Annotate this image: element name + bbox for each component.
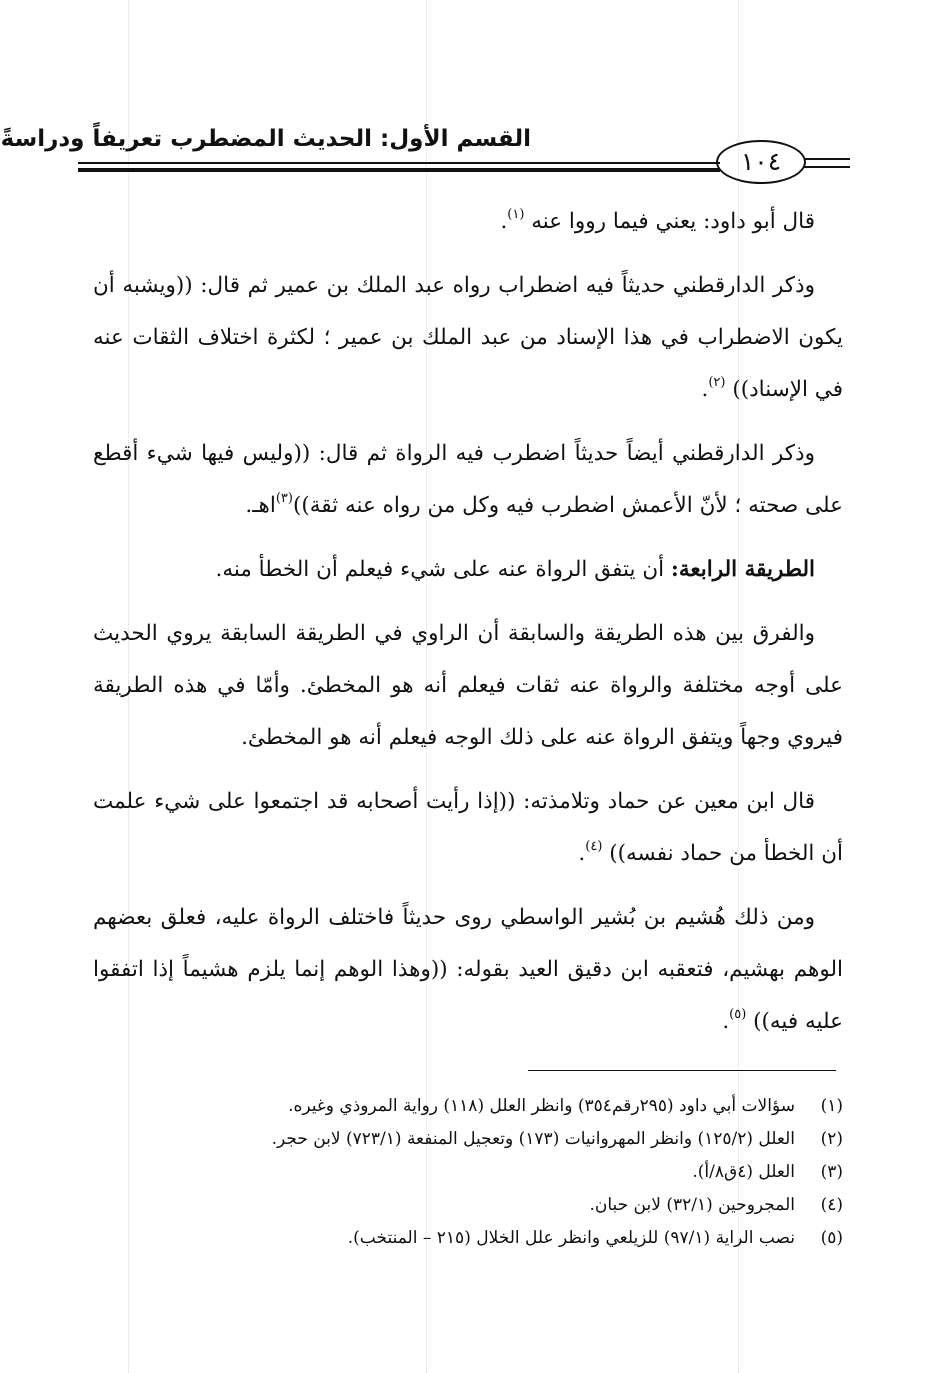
oval-tail-lower — [804, 166, 850, 168]
text-run: أن يتفق الرواة عنه على شيء فيعلم أن الخطأ منه. — [215, 557, 671, 582]
paragraph — [93, 608, 843, 764]
text-run: اهـ. — [245, 493, 276, 518]
header-rule-thin — [78, 162, 720, 164]
footnote-ref: (٢) — [708, 375, 726, 390]
page-number: ١٠٤ — [716, 140, 806, 184]
text-run: . — [578, 841, 586, 866]
footnote-text: سؤالات أبي داود (٢٩٥رقم٣٥٤) وانظر العلل (١١٨) رواية المروذي وغيره. — [288, 1096, 795, 1116]
footnote-ref: (٤) — [585, 839, 603, 854]
main-text — [93, 196, 843, 1060]
footnote-number: (٣) — [820, 1162, 843, 1182]
text-run: وذكر الدارقطني أيضاً حديثاً اضطرب فيه الرواة ثم قال: ((وليس فيها شيء أقطع على صحته ؛ لأنّ الأعمش اضطرب فيه وكل من رواه عنه ثقة)) — [93, 441, 843, 518]
text-run: . — [722, 1009, 730, 1034]
footnote-number: (٥) — [820, 1228, 843, 1248]
paragraph — [93, 544, 843, 596]
footnote-separator — [528, 1070, 836, 1071]
paragraph — [93, 260, 843, 416]
paragraph — [93, 428, 843, 532]
header-rule-thick — [78, 168, 720, 172]
footnote-text: العلل (٤ق٨/أ). — [692, 1162, 795, 1182]
paragraph — [93, 196, 843, 248]
footnotes — [93, 1090, 843, 1255]
footnote-ref: (١) — [507, 207, 525, 222]
text-run: قال ابن معين عن حماد وتلامذته: ((إذا رأيت أصحابه قد اجتمعوا على شيء علمت أن الخطأ من حماد نفسه)) — [93, 789, 843, 866]
text-run: ومن ذلك هُشيم بن بُشير الواسطي روى حديثاً فاختلف الرواة عليه، فعلق بعضهم الوهم بهشيم، فتعقبه ابن دقيق العيد بقوله: ((وهذا الوهم إنما يلزم هشيماً إذا اتفقوا عليه فيه)) — [93, 905, 843, 1034]
section-heading: الطريقة الرابعة: — [670, 557, 815, 582]
footnote-text: نصب الراية (٩٧/١) للزيلعي وانظر علل الخلال (٢١٥ – المنتخب). — [347, 1228, 795, 1248]
paragraph — [93, 776, 843, 880]
running-title: القسم الأول: الحديث المضطرب تعريفاً ودراسةً — [0, 126, 531, 152]
footnote-item — [93, 1090, 843, 1123]
footnote-text: العلل (١٢٥/٢) وانظر المهروانيات (١٧٣) وتعجيل المنفعة (٧٢٣/١) لابن حجر. — [271, 1129, 795, 1149]
footnote-item — [93, 1189, 843, 1222]
text-run: وذكر الدارقطني حديثاً فيه اضطراب رواه عبد الملك بن عمير ثم قال: ((ويشبه أن يكون الاضطراب في هذا الإسناد من عبد الملك بن عمير ؛ لكثرة اختلاف الثقات عنه في الإسناد)) — [93, 273, 843, 402]
footnote-item — [93, 1156, 843, 1189]
footnote-number: (٤) — [820, 1195, 843, 1215]
text-run: . — [701, 377, 709, 402]
text-run: والفرق بين هذه الطريقة والسابقة أن الراوي في الطريقة السابقة يروي الحديث على أوجه مختلفة والرواة عنه ثقات فيعلم أنه هو المخطئ. وأمّا في هذه الطريقة فيروي وجهاً ويتفق الرواة عنه على ذلك الوجه فيعلم أنه هو المخطئ. — [93, 621, 843, 750]
oval-tail-upper — [804, 158, 850, 160]
footnote-ref: (٣) — [275, 491, 293, 506]
footnote-item — [93, 1123, 843, 1156]
footnote-item — [93, 1222, 843, 1255]
text-run: قال أبو داود: يعني فيما رووا عنه — [524, 209, 815, 234]
footnote-number: (١) — [820, 1096, 843, 1116]
paragraph — [93, 892, 843, 1048]
footnote-text: المجروحين (٣٢/١) لابن حبان. — [589, 1195, 795, 1215]
text-run: . — [500, 209, 508, 234]
footnote-number: (٢) — [820, 1129, 843, 1149]
footnote-ref: (٥) — [729, 1007, 747, 1022]
